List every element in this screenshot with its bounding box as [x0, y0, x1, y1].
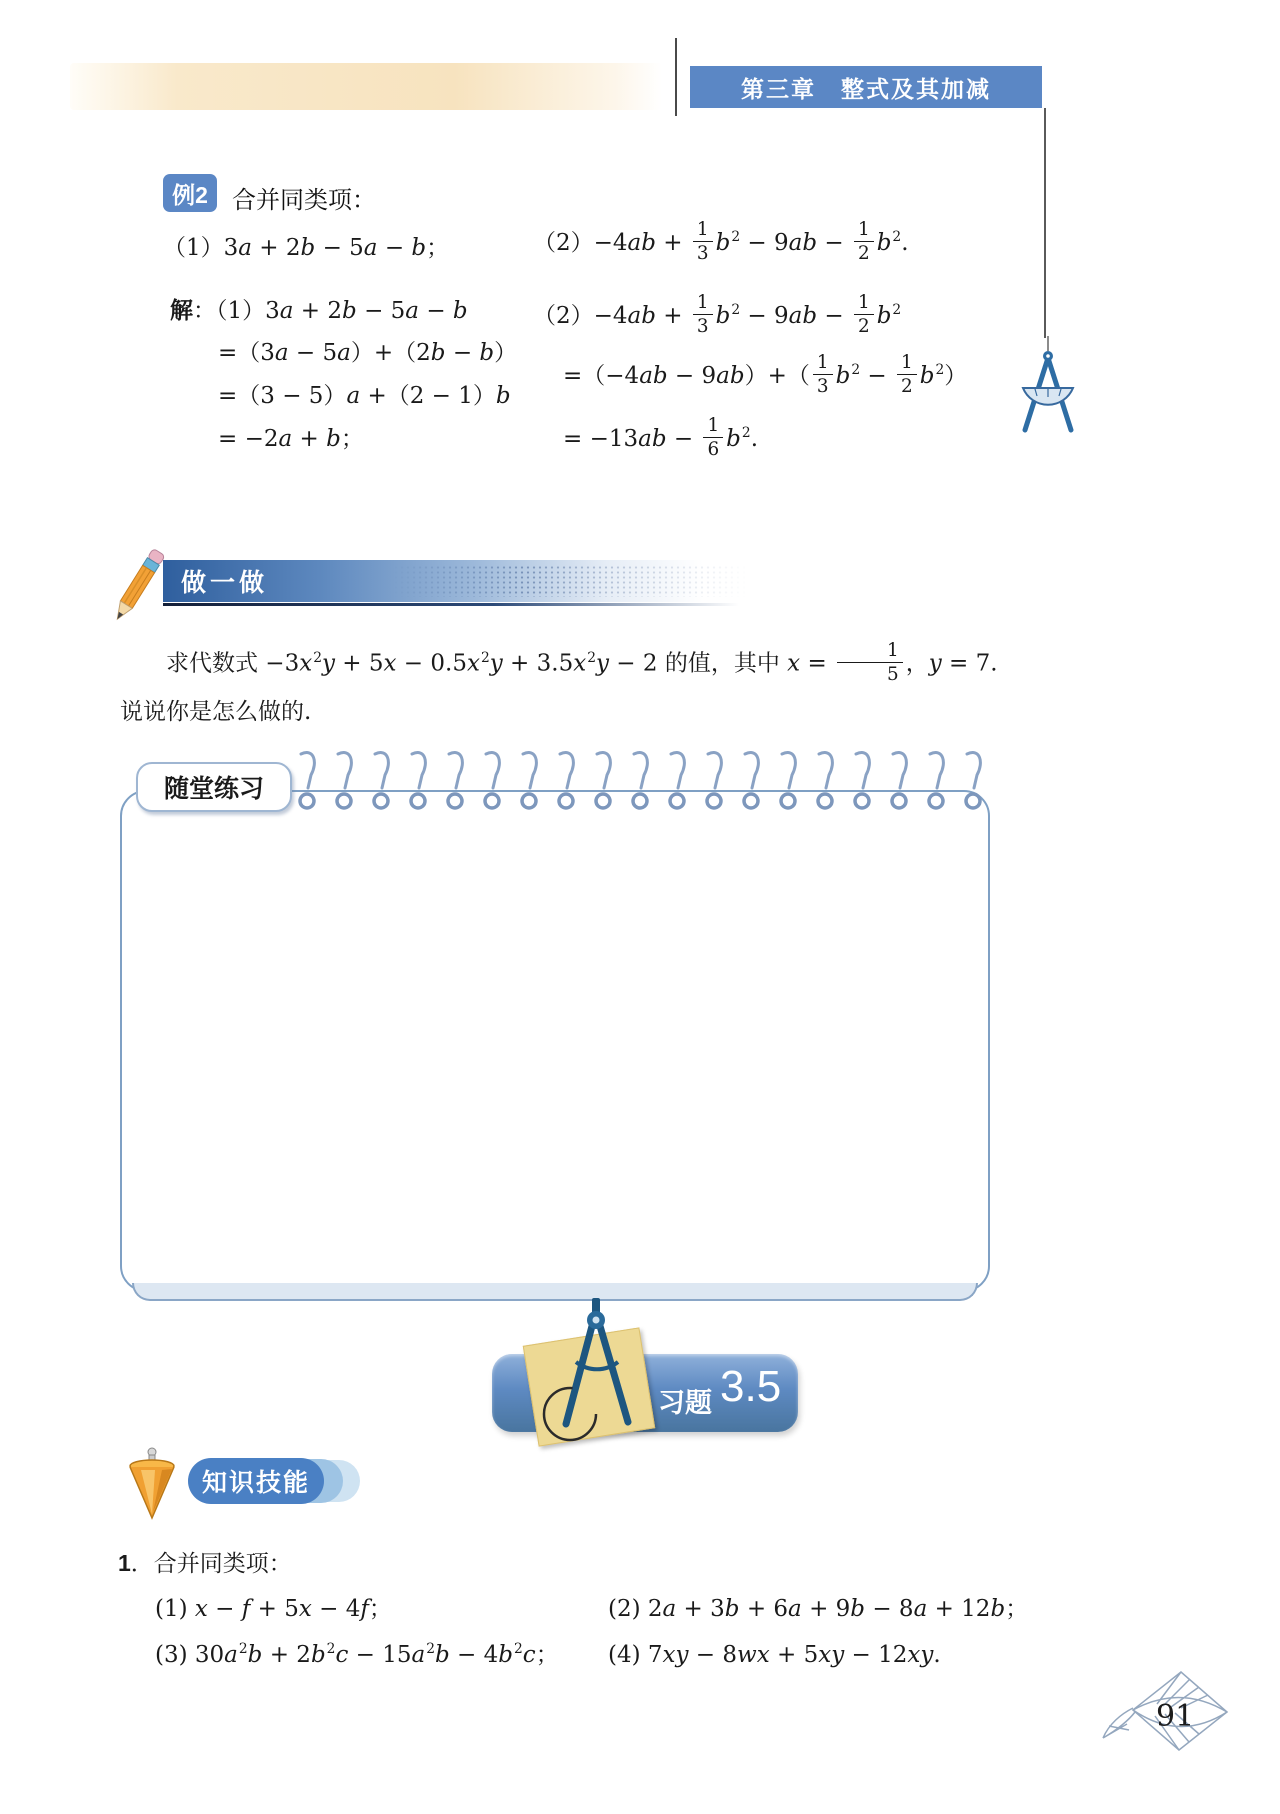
spiral-ring-icon [407, 748, 431, 820]
banner-dots-texture [393, 565, 763, 597]
header-divider [675, 38, 677, 116]
pencil-icon [104, 544, 172, 628]
skills-badge [188, 1458, 368, 1504]
example-problem-1: （1）3a + 2b − 5a − b； [163, 235, 450, 261]
exercise-banner [492, 1354, 798, 1432]
spiral-ring-icon [333, 748, 357, 820]
do-it-text: 求代数式 $-3x^2y + 5x - 0.5x^2y + 3.5x^2y - 2$ 的值，其中 x = $\frac{1}{5}$ ，y = 7. 说说你是怎么做的. [120, 639, 998, 725]
spiral-ring-icon [518, 748, 542, 820]
solution-line: =（3a − 5a）+（2b − b） [218, 340, 518, 366]
solution-line: （2）−4ab + $\frac{1}{3}$ $b^2 - 9ab$ − $\frac{1}{2}$ $b^2$ [533, 292, 902, 338]
solution-line: = −2a + b； [218, 426, 364, 452]
solution-line: =（−4ab − 9ab）+（ $\frac{1}{3}$ $b^2$ − $\frac{1}{2}$ $b^2$） [563, 352, 968, 398]
example-problem-2: （2）−4ab + $\frac{1}{3}$ $b^2 - 9ab$ − $\frac{1}{2}$ $b^2$. [533, 219, 909, 265]
spinning-top-icon [124, 1446, 180, 1526]
spiral-ring-icon [555, 748, 579, 820]
page-number: 91 [1156, 1699, 1195, 1734]
chapter-header [690, 66, 1042, 108]
example-title: 合并同类项： [232, 187, 376, 214]
header-decoration-bar [70, 63, 662, 110]
skills-badge-pill [188, 1458, 324, 1504]
spiral-ring-icon [444, 748, 468, 820]
solution-line: =（3 − 5）a +（2 − 1）b [218, 383, 511, 409]
spiral-ring-icon [925, 748, 949, 820]
margin-hanging-line [1044, 108, 1046, 338]
skills-q1-heading: 1．合并同类项： [118, 1550, 292, 1577]
skills-item: (4) 7xy − 8wx + 5xy − 12xy. [608, 1642, 941, 1668]
spiral-binding [296, 748, 986, 820]
spiral-ring-icon [481, 748, 505, 820]
spiral-ring-icon [666, 748, 690, 820]
practice-label: 随堂练习 [136, 762, 292, 812]
compass-icon [532, 1296, 662, 1461]
spiral-ring-icon [703, 748, 727, 820]
exercise-banner-number: 3.5 [720, 1362, 782, 1411]
spiral-ring-icon [851, 748, 875, 820]
spiral-ring-icon [629, 748, 653, 820]
solution-line: 解：（1）3a + 2b − 5a − b [170, 297, 468, 324]
skills-item: (2) 2a + 3b + 6a + 9b − 8a + 12b； [608, 1596, 1029, 1622]
compass-protractor-icon [1006, 336, 1090, 440]
do-it-label: 做一做 [181, 569, 269, 597]
spiral-ring-icon [962, 748, 986, 820]
example-badge: 例2 [163, 174, 217, 212]
do-it-underline [163, 603, 763, 606]
skills-label: 知识技能 [201, 1469, 310, 1497]
skills-item: (3) $30a^2b + 2b^2c - 15a^2b - 4b^2c$； [155, 1641, 559, 1668]
practice-box [120, 790, 990, 1292]
spiral-ring-icon [740, 748, 764, 820]
spiral-ring-icon [888, 748, 912, 820]
spiral-ring-icon [777, 748, 801, 820]
spiral-ring-icon [814, 748, 838, 820]
do-it-banner [163, 560, 763, 602]
exercise-banner-label: 习题 [658, 1388, 712, 1418]
spiral-ring-icon [592, 748, 616, 820]
spiral-ring-icon [370, 748, 394, 820]
spiral-ring-icon [296, 748, 320, 820]
page-number-fish [1093, 1666, 1245, 1762]
solution-line: = −13ab − $\frac{1}{6}$ $b^2$. [563, 415, 758, 461]
chapter-title: 第三章 整式及其加减 [741, 75, 991, 102]
skills-item: (1) x − f + 5x − 4f； [155, 1596, 392, 1622]
